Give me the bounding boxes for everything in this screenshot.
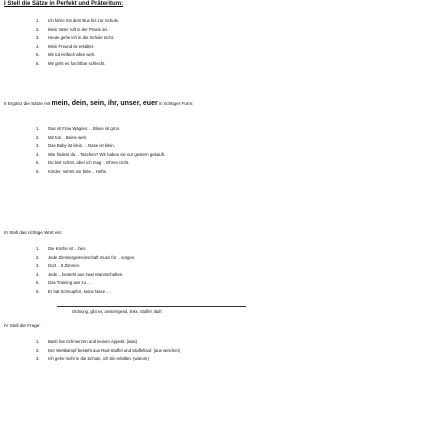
section3-heading: III Stell das richtige Wort ein: [4,230,63,235]
section2-list [36,125,165,177]
list-item: 4. Jede .. besteht aus zwei Mannschaften. [36,271,124,277]
word-box: Ordnung, gibt es, anstrengend, links, Staffel, läuft [72,309,162,314]
list-item: 6. Kinder, nehmt mir bitte .. Hefte. [36,168,108,174]
word-box-rule [57,306,246,307]
list-item: 6. Mir geht es furchtbar schlecht. [36,60,106,66]
list-item: 2. Mir tun .. Beine weh. [36,134,88,140]
list-item: 5. Mir tut einfach alles weh. [36,52,96,58]
section1-list [36,17,119,69]
section2-heading: II Ergänz die Sätze mit mein, dein, sein, ihr, unser, euer in richtiger Form: [4,100,194,107]
pronoun-list: mein, dein, sein, ihr, unser, euer [51,100,158,107]
list-item: 3. Dort .. 5 Zimmer. [36,263,80,269]
list-item: 5. Du bist schön, aber ich mag .. Ohren nicht. [36,160,130,166]
list-item: 3. Ich gehe nicht in die Schule, ich bin erkältet. (warum) [36,356,149,362]
list-item: 6. Er hat Schnupfen, seine Nase .. . [36,288,112,294]
list-item: 1. Das ist Frau Wagner. .. Bluse ist grün. [36,126,121,131]
section4-heading: IV Stell die Frage: [4,323,41,328]
list-item: 5. Das Training war zu .. . [36,280,92,286]
section3-list [36,245,135,297]
list-item: 1. Basti hat Schmerzen und keinen Appetit. (was) [36,339,138,344]
section4-list [36,338,180,364]
list-item: 1. Ich fahre mit dem Bus bis zur Schule. [36,18,120,23]
list-item: 4. Wie findest du .. Taschen? Wir haben sie nur gestern gekauft. [36,151,166,157]
list-item: 3. Heute gehe ich in die Schule nicht. [36,35,115,41]
list-item: 2. Jede Zimmergemeinschaft muss für .. sorgen. [36,254,136,260]
list-item: 2. Mein Vater ruft in der Praxis an. [36,26,109,32]
list-item: 1. Die Küche ist .. hier. [36,246,87,251]
list-item: 3. Das Baby ist klein. .. Nase ist klein. [36,143,115,149]
worksheet-heading: I Stell die Sätze in Perfekt und Präteritum: [4,1,124,7]
list-item: 4. Mein Freund ist erkältet. [36,43,95,49]
list-item: 2. Der Wettkampf besteht aus Rad-Staffel und Staffellauf. (aus welchen) [36,347,181,353]
